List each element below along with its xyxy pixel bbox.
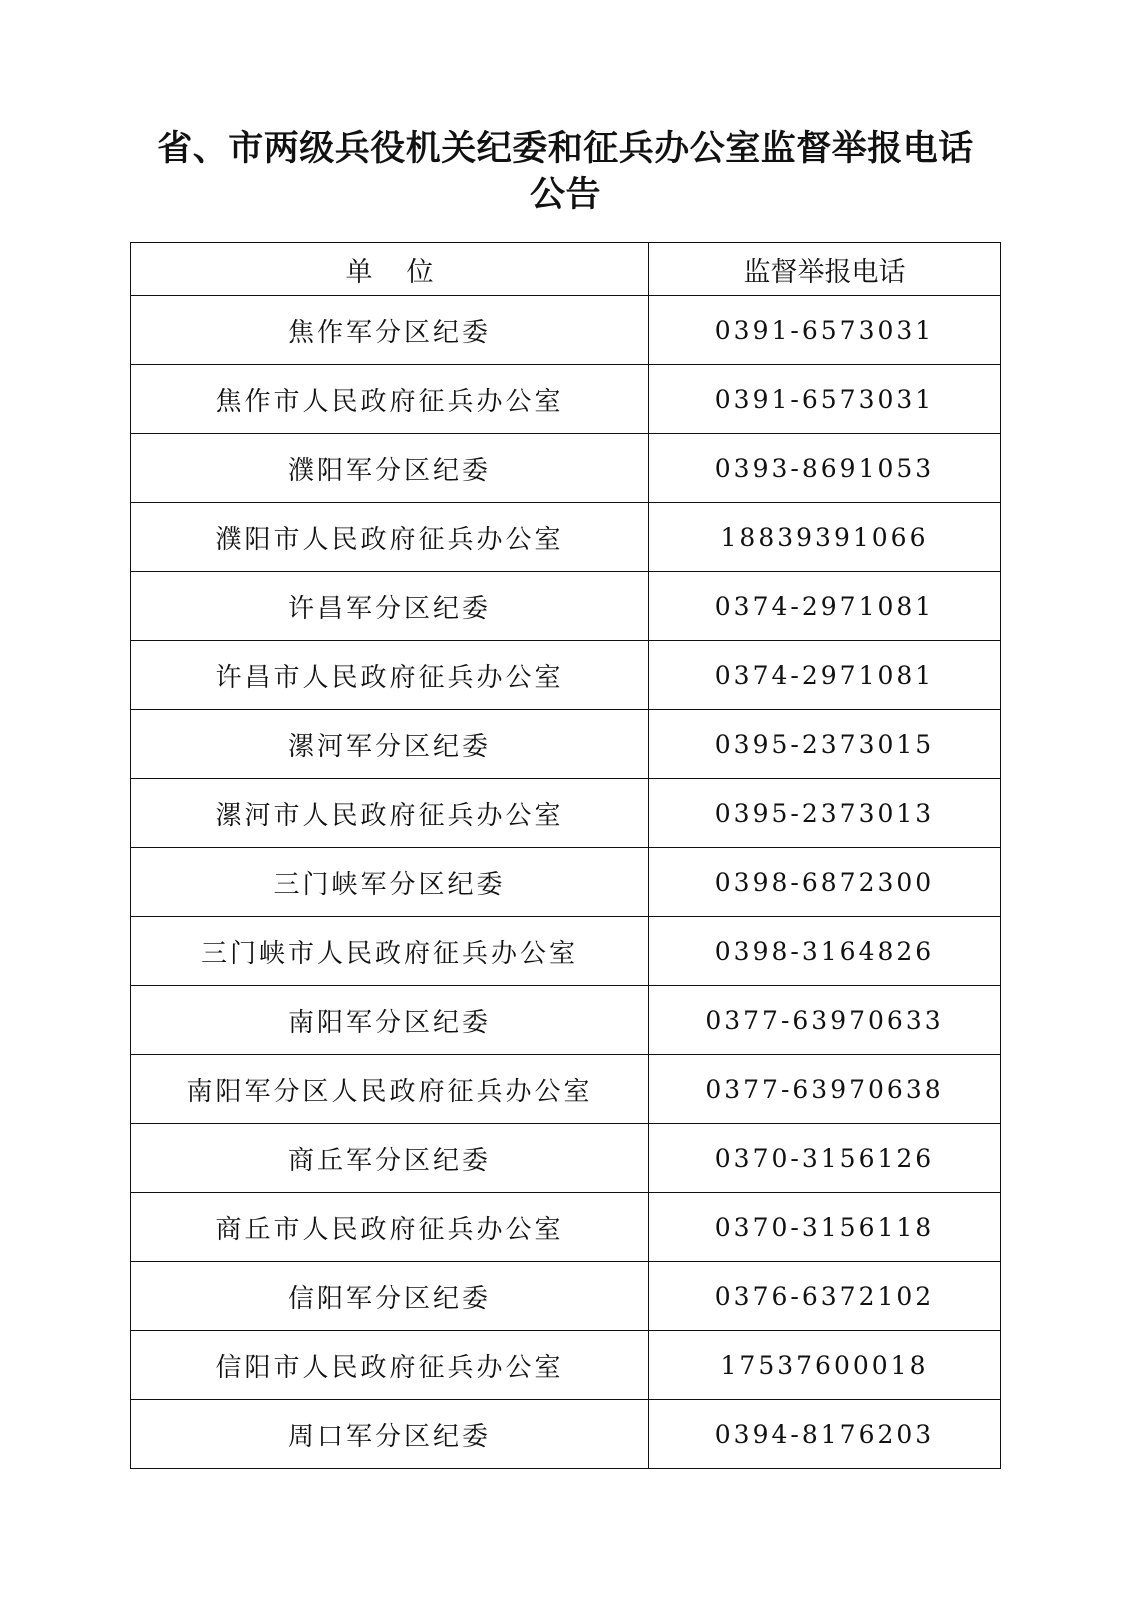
table-row [131, 1124, 1001, 1193]
table-row [131, 848, 1001, 917]
unit-cell: 濮阳市人民政府征兵办公室 [131, 503, 649, 572]
unit-cell: 信阳市人民政府征兵办公室 [131, 1331, 649, 1400]
table-row [131, 1400, 1001, 1469]
phone-cell: 18839391066 [649, 503, 1001, 572]
unit-cell: 三门峡军分区纪委 [131, 848, 649, 917]
phone-cell: 0398-6872300 [649, 848, 1001, 917]
phone-cell: 0377-63970633 [649, 986, 1001, 1055]
phone-cell: 0391-6573031 [649, 365, 1001, 434]
table-row [131, 710, 1001, 779]
unit-cell: 许昌市人民政府征兵办公室 [131, 641, 649, 710]
phone-cell: 0393-8691053 [649, 434, 1001, 503]
unit-cell: 焦作市人民政府征兵办公室 [131, 365, 649, 434]
unit-cell: 信阳军分区纪委 [131, 1262, 649, 1331]
phone-cell: 0370-3156126 [649, 1124, 1001, 1193]
table-row [131, 779, 1001, 848]
unit-cell: 焦作军分区纪委 [131, 296, 649, 365]
table-row [131, 1055, 1001, 1124]
unit-cell: 商丘军分区纪委 [131, 1124, 649, 1193]
title-line-1: 省、市两级兵役机关纪委和征兵办公室监督举报电话 [157, 129, 974, 169]
header-phone: 监督举报电话 [649, 243, 1001, 296]
table-header-row [131, 243, 1001, 296]
table-row [131, 1193, 1001, 1262]
table-row [131, 503, 1001, 572]
unit-cell: 南阳军分区人民政府征兵办公室 [131, 1055, 649, 1124]
document-title [0, 126, 1131, 218]
phone-cell: 0395-2373013 [649, 779, 1001, 848]
unit-cell: 三门峡市人民政府征兵办公室 [131, 917, 649, 986]
table-row [131, 1262, 1001, 1331]
phone-cell: 0377-63970638 [649, 1055, 1001, 1124]
unit-cell: 许昌军分区纪委 [131, 572, 649, 641]
phone-cell: 0398-3164826 [649, 917, 1001, 986]
table-row [131, 434, 1001, 503]
unit-cell: 漯河军分区纪委 [131, 710, 649, 779]
table-row [131, 986, 1001, 1055]
phone-cell: 0374-2971081 [649, 572, 1001, 641]
phone-cell: 0394-8176203 [649, 1400, 1001, 1469]
table-row [131, 296, 1001, 365]
table-row [131, 365, 1001, 434]
table-row [131, 641, 1001, 710]
header-unit-label: 单位 [345, 256, 468, 288]
header-unit [131, 243, 649, 296]
table-row [131, 572, 1001, 641]
phone-cell: 0395-2373015 [649, 710, 1001, 779]
phone-cell: 0376-6372102 [649, 1262, 1001, 1331]
table-row [131, 1331, 1001, 1400]
unit-cell: 商丘市人民政府征兵办公室 [131, 1193, 649, 1262]
hotline-table [130, 242, 1001, 1469]
table-row [131, 917, 1001, 986]
phone-cell: 0391-6573031 [649, 296, 1001, 365]
phone-cell: 0370-3156118 [649, 1193, 1001, 1262]
title-line-2: 公告 [529, 175, 601, 215]
unit-cell: 濮阳军分区纪委 [131, 434, 649, 503]
unit-cell: 周口军分区纪委 [131, 1400, 649, 1469]
phone-cell: 0374-2971081 [649, 641, 1001, 710]
unit-cell: 南阳军分区纪委 [131, 986, 649, 1055]
phone-cell: 17537600018 [649, 1331, 1001, 1400]
unit-cell: 漯河市人民政府征兵办公室 [131, 779, 649, 848]
